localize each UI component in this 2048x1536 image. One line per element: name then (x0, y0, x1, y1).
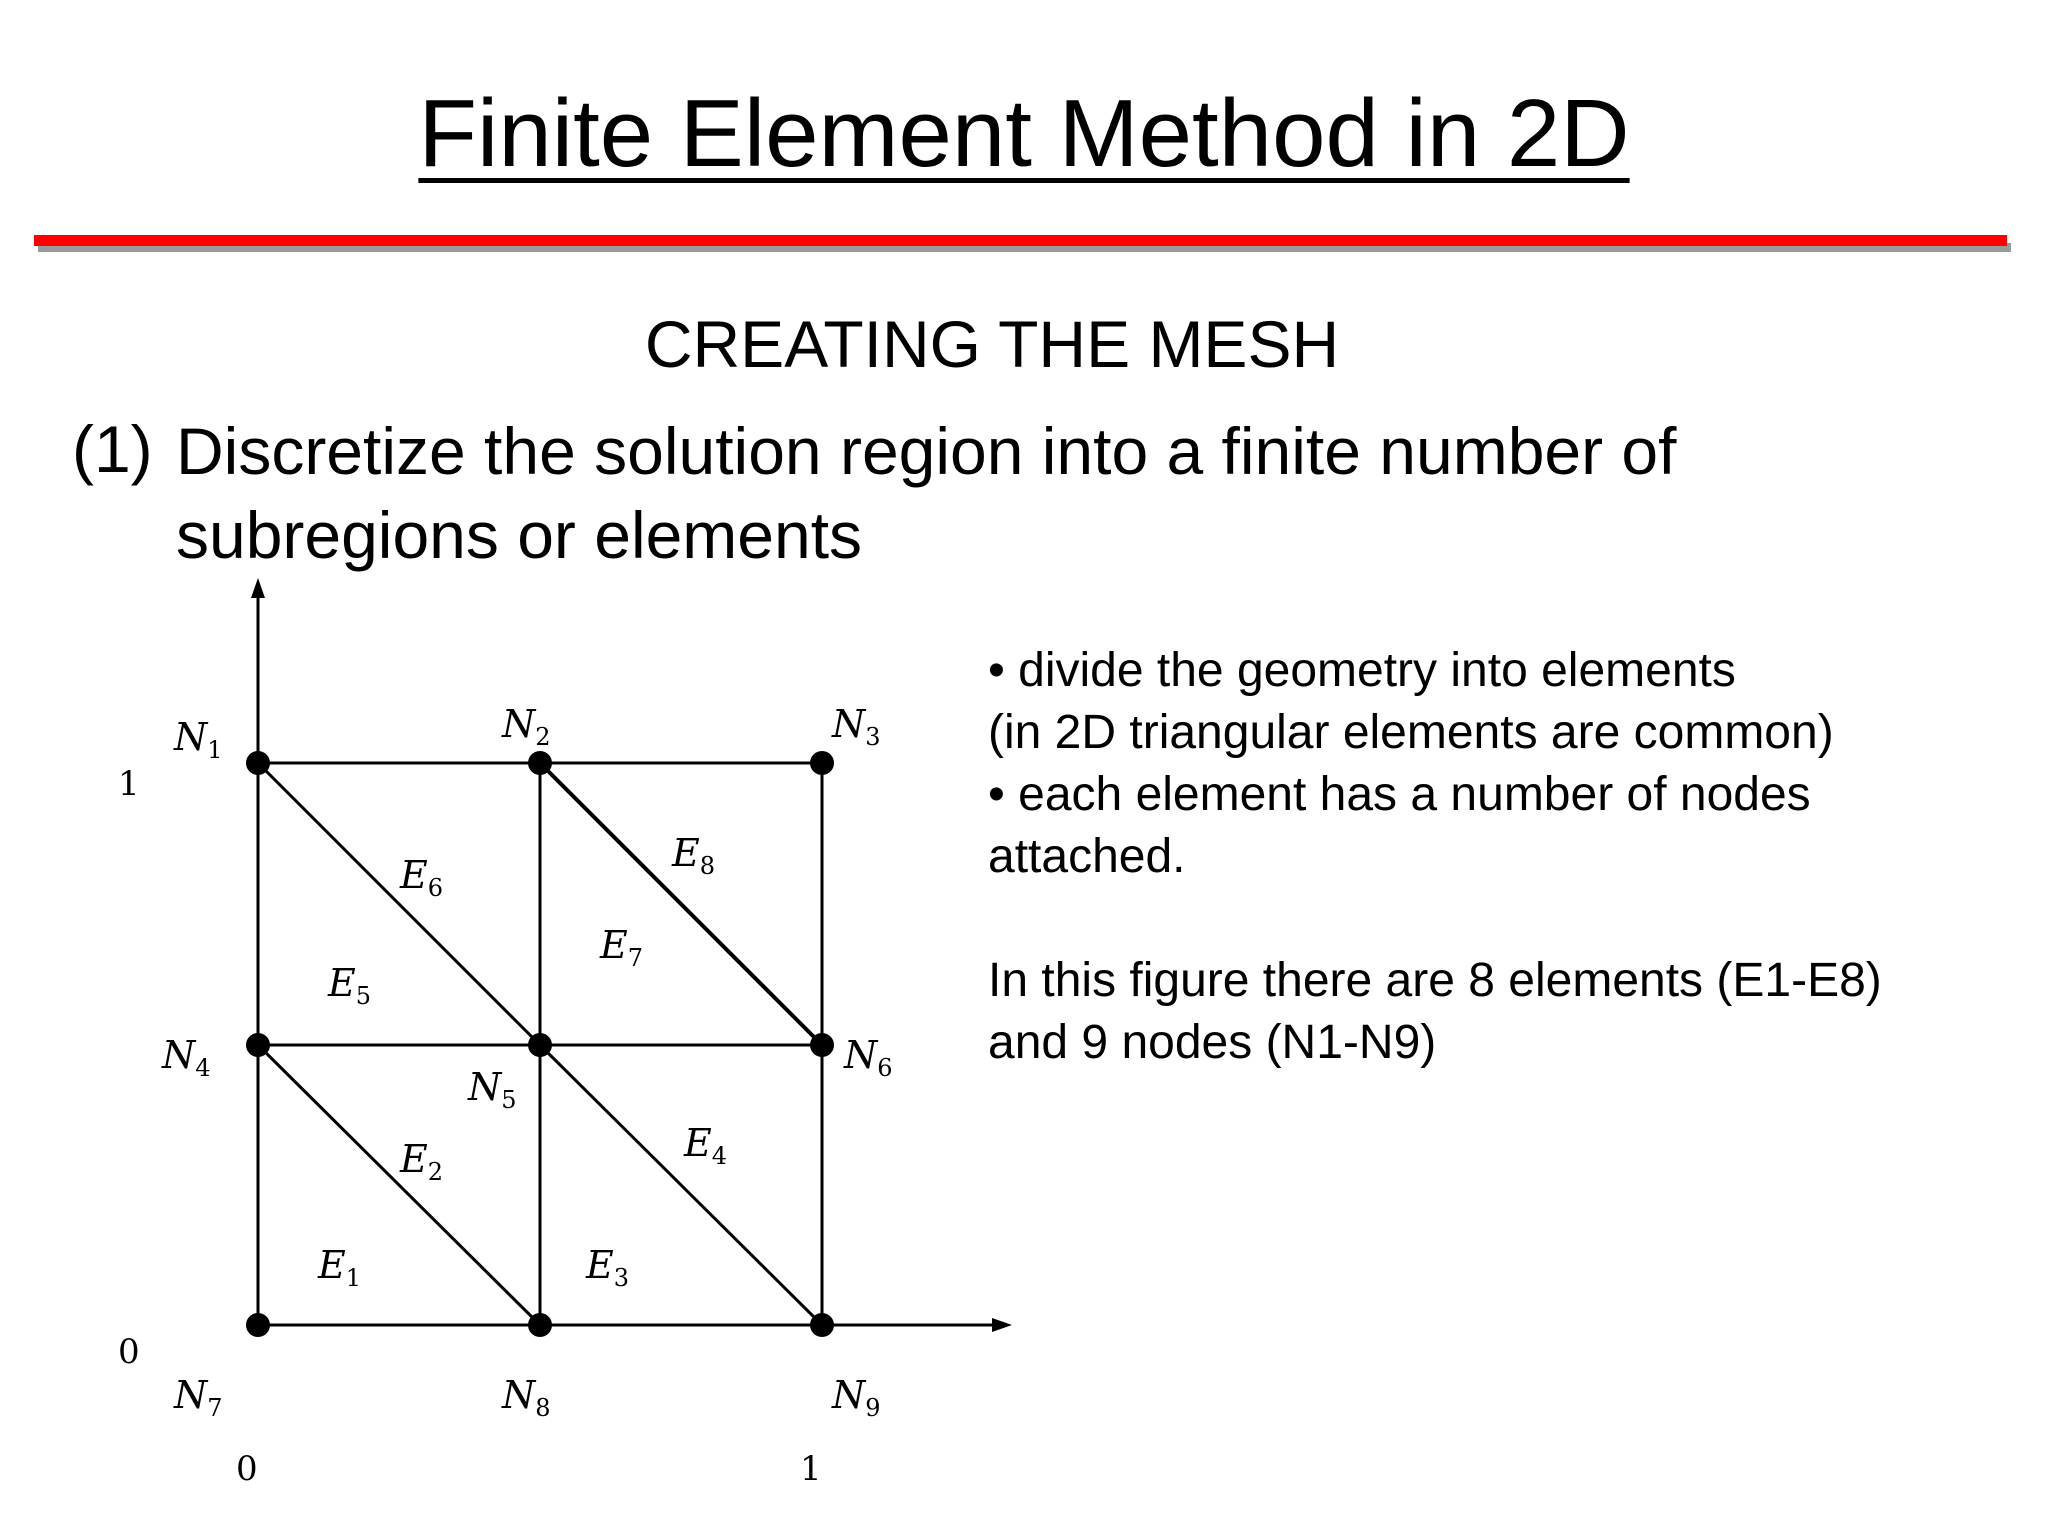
node-dot-n3 (810, 751, 834, 775)
node-dot-n8 (528, 1313, 552, 1337)
node-label-n2: $N_2$ (502, 702, 551, 751)
element-label-e7: $E_7$ (600, 923, 644, 972)
node-dot-n2 (528, 751, 552, 775)
note-bullet-1: • divide the geometry into elements (988, 644, 1736, 697)
note-bullet-1-cont: (in 2D triangular elements are common) (988, 706, 1834, 759)
note-summary-2: and 9 nodes (N1-N9) (988, 1016, 1437, 1069)
y-axis-arrow (251, 578, 265, 598)
diagonal-n1-n5 (258, 763, 540, 1045)
node-dot-n5 (528, 1033, 552, 1057)
node-dot-n7 (246, 1313, 270, 1337)
node-label-n3: $N_3$ (832, 702, 881, 751)
point-number: (1) (72, 412, 153, 486)
element-label-e4: $E_4$ (684, 1121, 728, 1170)
node-label-n7: $N_7$ (174, 1373, 223, 1422)
element-label-e3: $E_3$ (586, 1243, 630, 1292)
node-label-n6: $N_6$ (844, 1033, 893, 1082)
diagonal-n5-n9 (540, 1045, 822, 1325)
slide-subtitle: CREATING THE MESH (644, 307, 1340, 381)
node-label-n9: $N_9$ (832, 1373, 881, 1422)
element-label-e5: $E_5$ (328, 961, 372, 1010)
node-dot-n1 (246, 751, 270, 775)
x-tick-0: 0 (236, 1449, 258, 1489)
node-dot-n4 (246, 1033, 270, 1057)
y-tick-1: 1 (118, 764, 140, 804)
note-bullet-2-cont: attached. (988, 830, 1186, 883)
y-tick-0: 0 (118, 1332, 140, 1372)
x-axis-arrow (992, 1318, 1012, 1332)
node-dot-n9 (810, 1313, 834, 1337)
node-label-n8: $N_8$ (502, 1373, 551, 1422)
note-summary-1: In this figure there are 8 elements (E1-E8) (988, 954, 1882, 1007)
x-tick-1: 1 (800, 1449, 822, 1489)
slide-title: Finite Element Method in 2D (418, 80, 1630, 187)
node-label-n5: $N_5$ (468, 1065, 517, 1114)
node-label-n4: $N_4$ (162, 1033, 211, 1082)
element-label-e8: $E_8$ (672, 831, 716, 880)
element-label-e2: $E_2$ (400, 1137, 444, 1186)
element-label-e6: $E_6$ (400, 853, 444, 902)
diagonal-n2-n6 (540, 763, 822, 1045)
element-label-e1: $E_1$ (318, 1243, 362, 1292)
note-bullet-2: • each element has a number of nodes (988, 768, 1811, 821)
point-text: Discretize the solution region into a finite number of subregions or elements (176, 414, 1677, 572)
node-label-n1: $N_1$ (174, 715, 223, 764)
node-dot-n6 (810, 1033, 834, 1057)
